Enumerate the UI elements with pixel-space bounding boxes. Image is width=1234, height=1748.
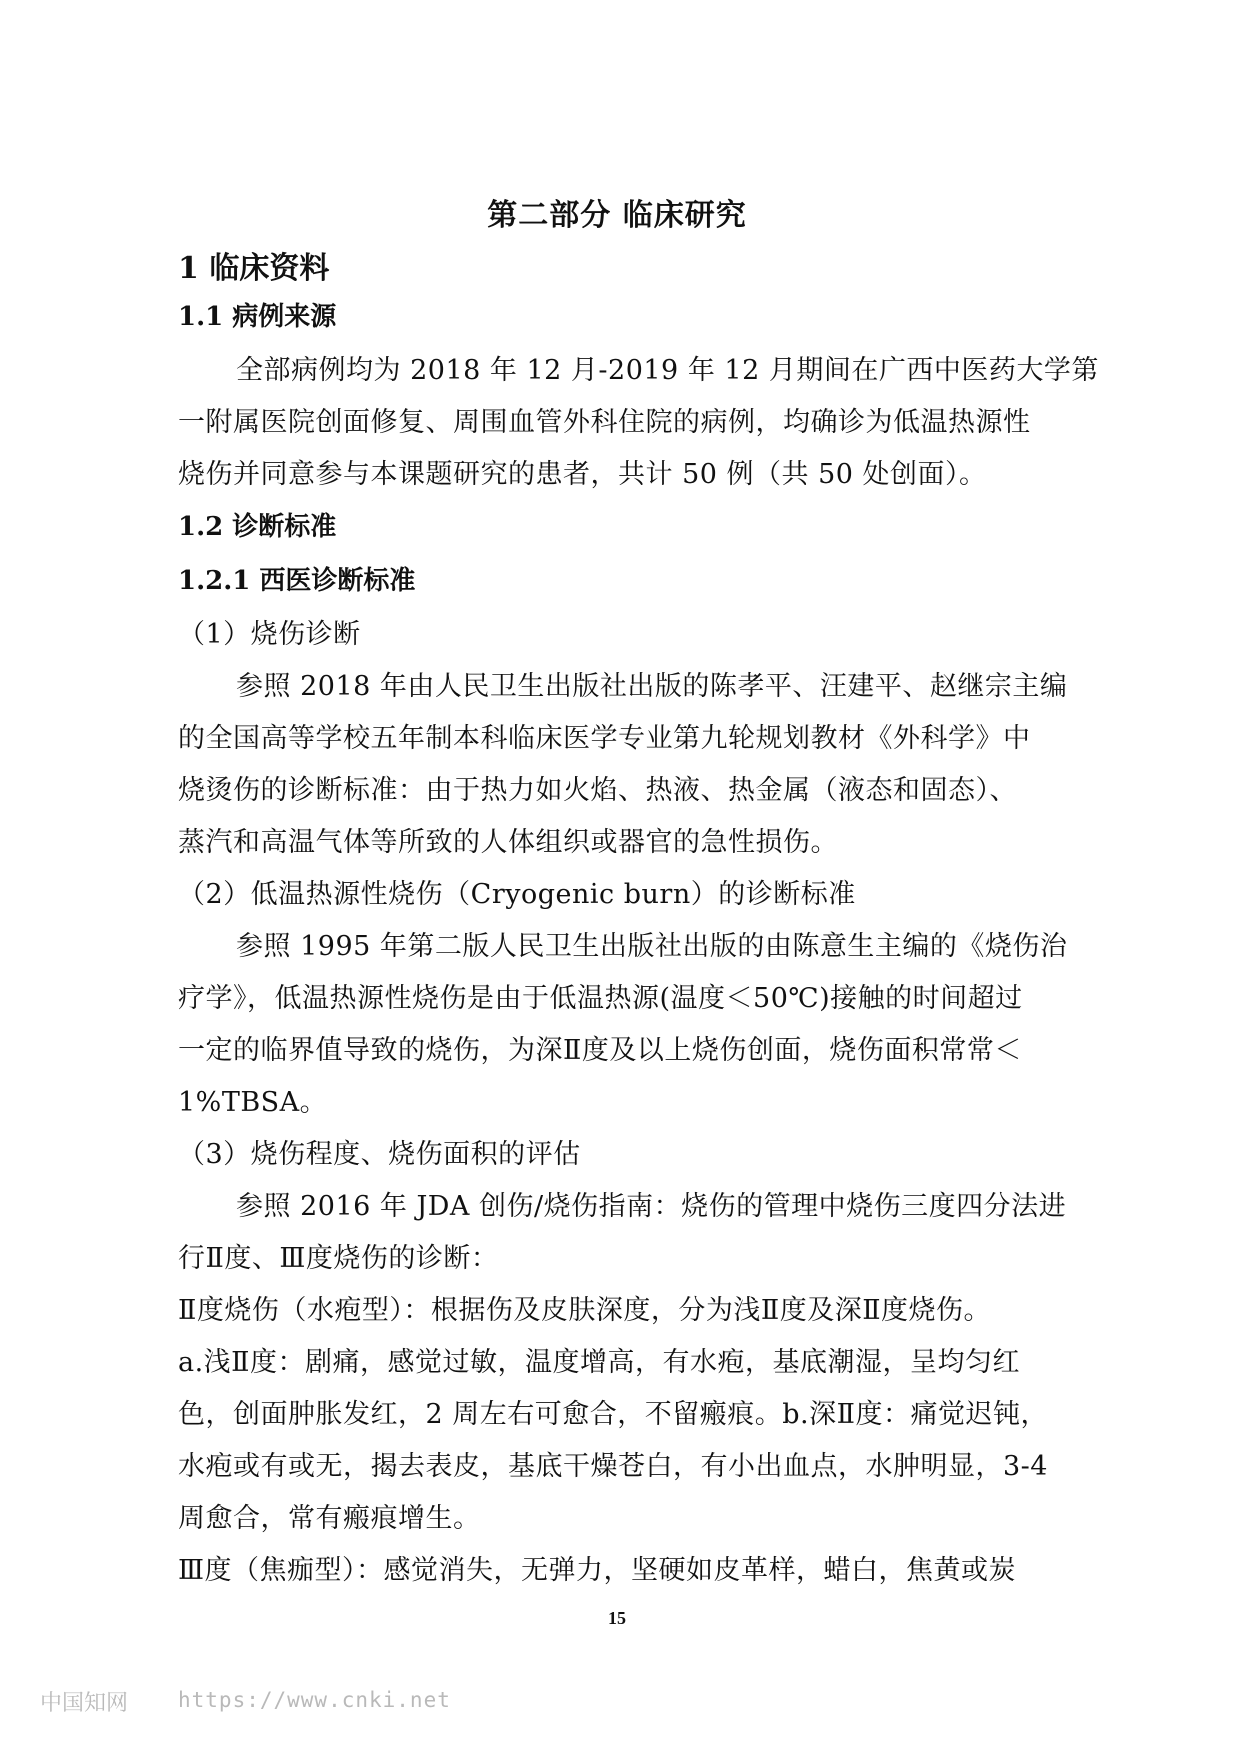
item-3-line-7: 周愈合，常有瘢痕增生。 xyxy=(178,1503,481,1534)
item-3-line-1: 参照 2016 年 JDA 创伤/烧伤指南：烧伤的管理中烧伤三度四分法进 xyxy=(236,1191,1067,1222)
item-1-line-4: 蒸汽和高温气体等所致的人体组织或器官的急性损伤。 xyxy=(178,827,838,858)
paragraph-source-line-1: 全部病例均为 2018 年 12 月-2019 年 12 月期间在广西中医药大学第 xyxy=(236,355,1099,386)
item-2-title: （2）低温热源性烧伤（Cryogenic burn）的诊断标准 xyxy=(178,879,856,910)
paragraph-source-line-2: 一附属医院创面修复、周围血管外科住院的病例，均确诊为低温热源性 xyxy=(178,407,1031,438)
item-2-line-1: 参照 1995 年第二版人民卫生出版社出版的由陈意生主编的《烧伤治 xyxy=(236,931,1068,962)
footer-brand-logo: 中国知网 xyxy=(40,1691,129,1716)
section-heading-1-1: 1.1 病例来源 xyxy=(178,302,337,332)
item-2-line-3: 一定的临界值导致的烧伤，为深Ⅱ度及以上烧伤创面，烧伤面积常常＜ xyxy=(178,1035,1022,1066)
part-title: 第二部分 临床研究 xyxy=(487,198,747,233)
section-heading-1: 1 临床资料 xyxy=(178,251,330,286)
item-3-line-5: 色，创面肿胀发红，2 周左右可愈合，不留瘢痕。b.深Ⅱ度：痛觉迟钝， xyxy=(178,1399,1048,1430)
paragraph-source-line-3: 烧伤并同意参与本课题研究的患者，共计 50 例（共 50 处创面）。 xyxy=(178,459,987,490)
item-1-line-2: 的全国高等学校五年制本科临床医学专业第九轮规划教材《外科学》中 xyxy=(178,723,1031,754)
item-1-title: （1）烧伤诊断 xyxy=(178,619,361,650)
item-3-line-2: 行Ⅱ度、Ⅲ度烧伤的诊断： xyxy=(178,1243,499,1274)
item-3-line-3: Ⅱ度烧伤（水疱型）：根据伤及皮肤深度，分为浅Ⅱ度及深Ⅱ度烧伤。 xyxy=(178,1295,992,1326)
item-3-line-4: a.浅Ⅱ度：剧痛，感觉过敏，温度增高，有水疱，基底潮湿，呈均匀红 xyxy=(178,1347,1021,1378)
page-number: 15 xyxy=(608,1608,626,1628)
item-3-title: （3）烧伤程度、烧伤面积的评估 xyxy=(178,1139,581,1170)
item-1-line-3: 烧烫伤的诊断标准：由于热力如火焰、热液、热金属（液态和固态）、 xyxy=(178,775,1017,806)
item-2-line-4: 1%TBSA。 xyxy=(178,1087,328,1118)
section-heading-1-2: 1.2 诊断标准 xyxy=(178,512,337,542)
item-2-line-2: 疗学》，低温热源性烧伤是由于低温热源(温度＜50℃)接触的时间超过 xyxy=(178,983,1023,1014)
section-heading-1-2-1: 1.2.1 西医诊断标准 xyxy=(178,566,416,596)
item-3-line-6: 水疱或有或无，揭去表皮，基底干燥苍白，有小出血点，水肿明显，3-4 xyxy=(178,1451,1048,1482)
footer-url-link[interactable]: https://www.cnki.net xyxy=(178,1688,451,1712)
item-3-line-8: Ⅲ度（焦痂型）：感觉消失，无弹力，坚硬如皮革样，蜡白，焦黄或炭 xyxy=(178,1555,1017,1586)
item-1-line-1: 参照 2018 年由人民卫生出版社出版的陈孝平、汪建平、赵继宗主编 xyxy=(236,671,1068,702)
